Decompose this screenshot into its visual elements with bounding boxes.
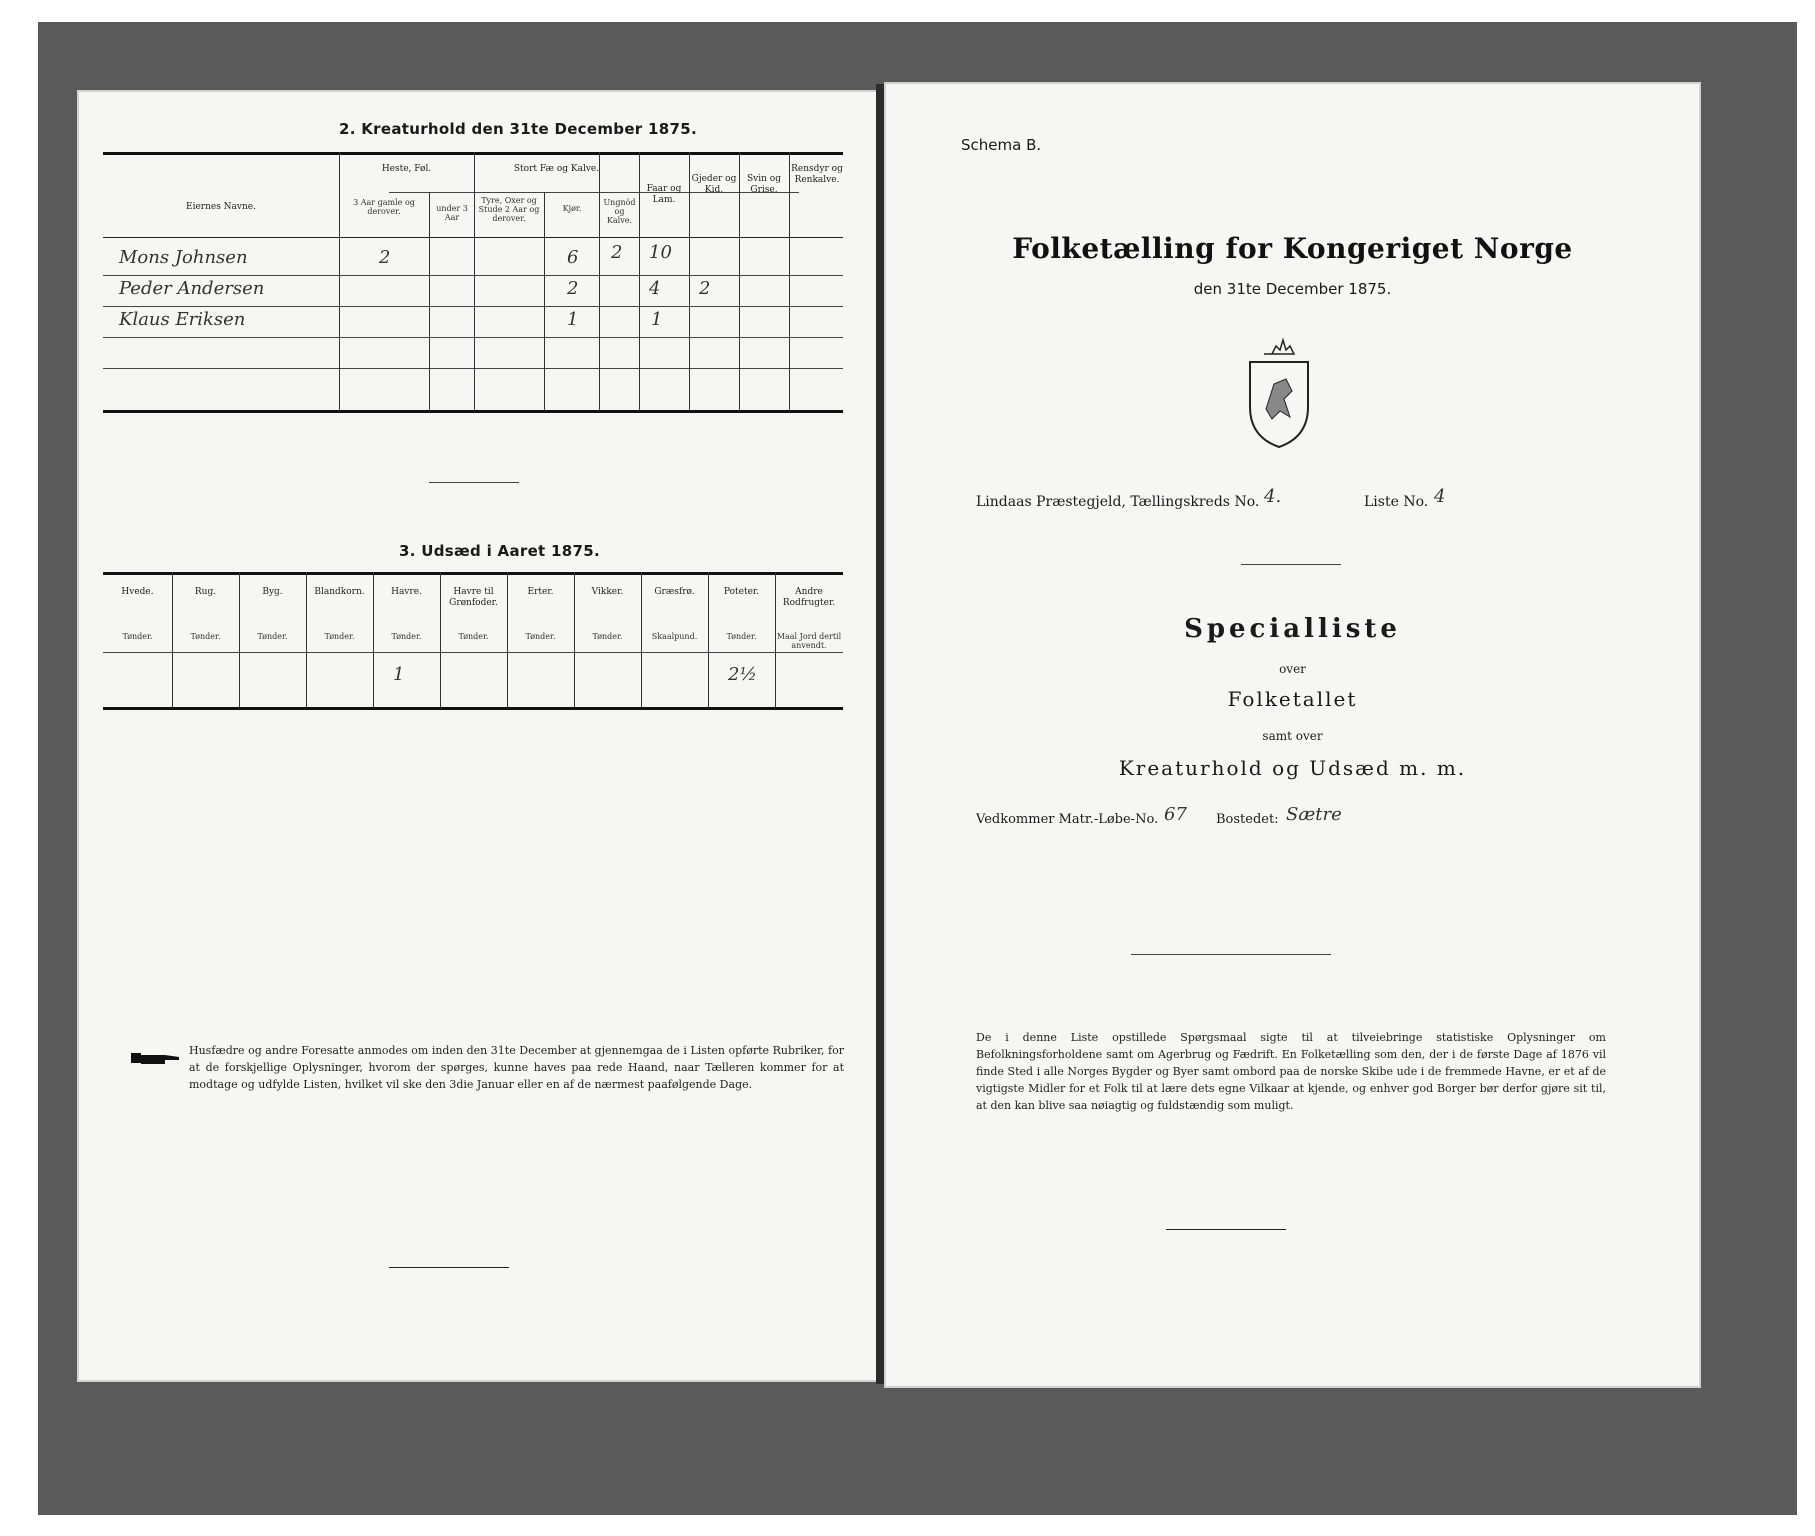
census-date: den 31te December 1875. [1193,280,1392,298]
header-gjeder: Gjeder og Kid. [691,174,737,195]
s3-header-2: Byg. [262,587,283,597]
s3-unit-10: Maal Jord dertil anvendt. [776,632,842,650]
liste-no: 4 [1434,486,1446,507]
norway-coat-of-arms-icon [1244,334,1314,449]
s3-unit-1: Tønder. [190,632,221,641]
header-svin: Svin og Grise. [747,174,781,195]
s3-unit-4: Tønder. [391,632,422,641]
s3-header-10: Andre Rodfrugter. [782,587,836,608]
right-page [884,82,1701,1388]
s3-unit-7: Tønder. [592,632,623,641]
s3-header-4: Havre. [391,587,422,597]
bosted-label: Bostedet: [1216,812,1279,827]
rule [1131,954,1331,955]
header-rensdyr: Rensdyr og Renkalve. [791,164,843,185]
row1-owner: Mons Johnsen [119,247,248,268]
divider [1241,564,1341,565]
s3-header-3: Blandkorn. [314,587,365,597]
s3-value-9: 2½ [728,664,757,685]
bottom-rule [1166,1229,1286,1230]
row2-owner: Peder Andersen [119,278,265,299]
s3-unit-2: Tønder. [257,632,288,641]
s3-unit-0: Tønder. [122,632,153,641]
s3-header-8: Græsfrø. [654,587,695,597]
s3-header-1: Rug. [194,587,217,597]
row2-faar: 4 [649,278,661,299]
header-stort-b: Kjør. [562,204,582,213]
s3-header-7: Vikker. [591,587,624,597]
kreaturhold-heading: Kreaturhold og Udsæd m. m. [1118,756,1467,780]
header-stort-a: Tyre, Oxer og Stude 2 Aar og derover. [478,196,540,223]
s3-unit-6: Tønder. [525,632,556,641]
prestegjeld-label: Lindaas Præstegjeld, Tællingskreds No. [976,494,1260,510]
row2-kjor: 2 [567,278,579,299]
row3-kjor: 1 [567,309,579,330]
section2-title: 2. Kreaturhold den 31te December 1875. [339,120,697,138]
row3-faar: 1 [651,309,663,330]
row3-owner: Klaus Eriksen [119,309,246,330]
footer-text: De i denne Liste opstillede Spørgsmaal sigte til at tilveiebringe statistiske Oplysninger om Befolkningsforholdene samt om Agerbrug og Fædrift. En Folketælling som den, der i de første Dage af 1876 vil finde Sted i alle Norges Bygder og Byer samt ombord paa de norske Skibe ude i de fremmede Havne, er et af de vigtigste Midler for et Folk til at lære dets egne Vilkaar at kjende, og enhver god Borger bør derfor gjøre sit til, at den kan blive saa nøiagtig og fuldstændig som muligt. [976,1031,1606,1112]
main-title: Folketælling for Kongeriget Norge [1012,232,1573,265]
s3-unit-5: Tønder. [458,632,489,641]
schema-label: Schema B. [961,136,1042,154]
s3-header-0: Hvede. [121,587,154,597]
s3-unit-3: Tønder. [324,632,355,641]
left-page [77,90,881,1382]
s3-unit-9: Tønder. [726,632,757,641]
pointing-hand-icon [129,1047,183,1069]
divider [429,482,519,483]
row1-faar: 10 [649,242,672,263]
bosted-value: Sætre [1286,804,1342,825]
header-heste-a: 3 Aar gamle og derover. [353,198,415,216]
s3-unit-8: Skaalpund. [651,632,698,641]
section3-title: 3. Udsæd i Aaret 1875. [399,542,600,560]
s3-header-5: Havre til Grønfoder. [449,587,498,608]
header-stort-c: Ungnöd og Kalve. [603,198,636,225]
matr-no: 67 [1164,804,1187,825]
row1-heste: 2 [379,247,391,268]
header-owner: Eiernes Navne. [186,202,256,212]
specialliste-heading: Specialliste [1184,614,1401,644]
header-heste: Heste, Føl. [381,164,432,174]
header-heste-b: under 3 Aar [436,204,468,222]
over-text: over [1279,662,1306,676]
notice-text: Husfædre og andre Foresatte anmodes om inden den 31te December at gjennemgaa de i Listen opførte Rubriker, for at de forskjellige Oplysninger, hvorom der spørges, kunne haves paa rede Haand, naar Tælleren kommer for at modtage og udfylde Listen, hvilket vil ske den 3die Januar eller en af de nærmest paafølgende Dage. [189,1044,844,1091]
s3-header-6: Erter. [527,587,554,597]
s3-header-9: Poteter. [723,587,760,597]
bottom-rule [389,1267,509,1268]
liste-label: Liste No. [1364,494,1429,510]
row1-ungnod: 2 [611,242,623,263]
matr-label: Vedkommer Matr.-Løbe-No. [976,812,1159,827]
row1-kjor: 6 [567,247,579,268]
row2-gjeder: 2 [699,278,711,299]
s3-value-4: 1 [393,664,405,685]
header-faar: Faar og Lam. [646,184,682,205]
samt-over-text: samt over [1262,729,1323,743]
header-stort: Stort Fæ og Kalve. [513,164,600,174]
kreds-no: 4. [1264,486,1282,507]
folketallet-heading: Folketallet [1227,687,1358,711]
